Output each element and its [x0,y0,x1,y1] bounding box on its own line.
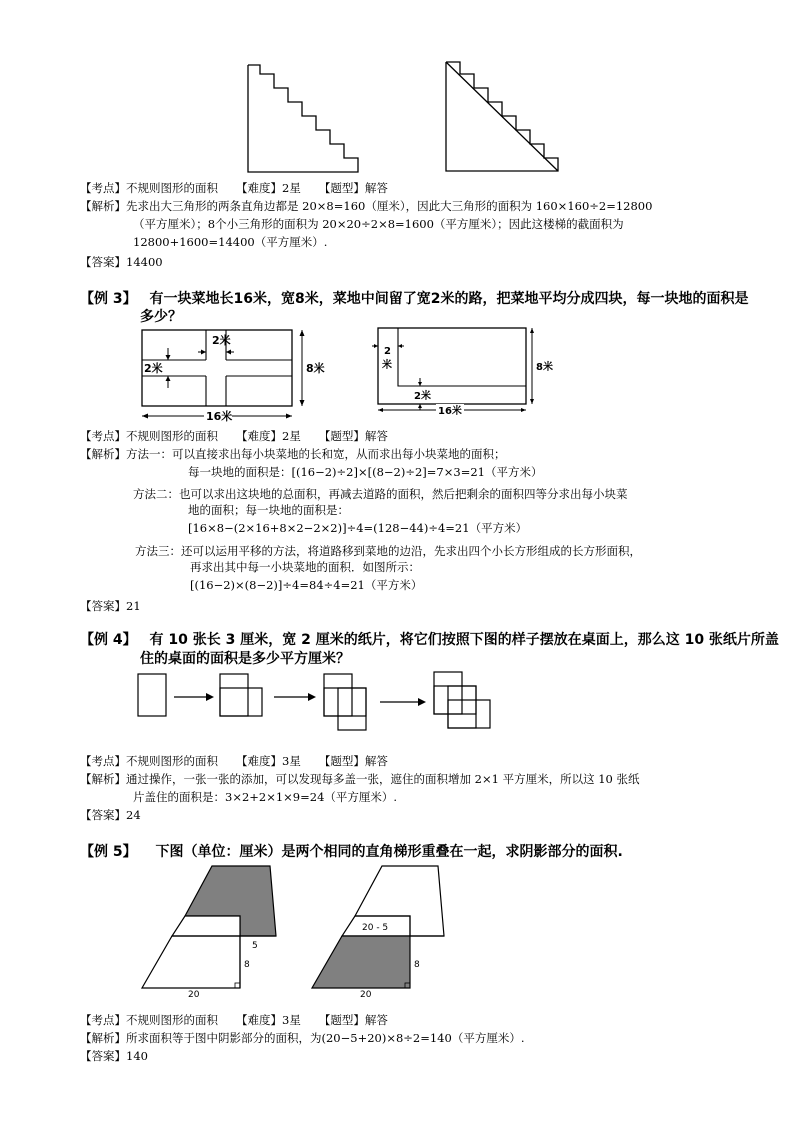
nandu-tag: 【难度】 [236,754,282,768]
kaodian-tag: 【考点】 [80,429,126,443]
nandu-tag: 【难度】 [236,1013,282,1027]
ex3-kaodian-line [80,428,388,444]
analysis-line: 通过操作，一张一张的添加，可以发现每多盖一张，遮住的面积增加 2×1 平方厘米，所以这 10 张纸 [126,772,640,786]
ex5-kaodian-line [80,1012,388,1028]
jiexi-tag: 【解析】 [80,772,126,786]
field-shifted-road-figure [370,326,560,418]
analysis-line: 地的面积；每一块地的面积是： [188,503,349,517]
shift-width-label: 8米 [536,362,553,373]
question-line: 有 10 张长 3 厘米，宽 2 厘米的纸片，将它们按照下图的样子摆放在桌面上，那么这 10 张纸片所盖 [149,632,779,648]
type: 解答 [364,181,388,195]
staircase-figure-right [440,60,580,175]
topic: 不规则图形的面积 [126,181,218,195]
staircase-outline [248,65,358,172]
staircase-figure-left [240,60,380,175]
base-label-20: 20 [188,990,200,1000]
kaodian-tag: 【考点】 [80,181,126,195]
tixing-tag: 【题型】 [318,181,365,195]
jiexi-tag: 【解析】 [80,199,126,213]
difficulty: 3星 [282,1013,301,1027]
ex5-analysis [80,1030,524,1046]
answer: 14400 [126,255,163,269]
answer: 21 [126,599,141,613]
shift-road-label: 2 [384,346,391,357]
shift-road-label: 2米 [414,391,431,402]
analysis-line: 片盖住的面积是：3×2+2×1×9=24（平方厘米）. [133,790,398,804]
nandu-tag: 【难度】 [236,429,282,443]
tixing-tag: 【题型】 [318,429,365,443]
answer: 140 [126,1049,148,1063]
shift-length-label: 16米 [438,406,462,417]
ex5-answer [80,1048,148,1064]
analysis-line: （平方厘米）；8个小三角形的面积为 20×20÷2×8=1600（平方厘米）；因此这楼梯的截面积为 [133,217,624,231]
paper-stacking-figure [134,670,494,746]
kaodian-tag: 【考点】 [80,754,126,768]
shaded-region [312,936,410,988]
answer: 24 [126,808,141,822]
height-label-8: 8 [244,960,250,970]
analysis-line: 方法一：可以直接求出每小块菜地的长和宽，从而求出每小块菜地的面积； [126,447,506,461]
kaodian-tag: 【考点】 [80,1013,126,1027]
ex2-answer [80,254,163,270]
example-label: 【例 4】 [80,632,137,648]
analysis-line: 每一块地的面积是：[(16−2)÷2]×[(8−2)÷2]=7×3=21（平方米） [188,465,543,479]
difficulty: 2星 [282,429,301,443]
road-width-label: 2米 [212,334,231,347]
height-label-8: 8 [414,960,420,970]
field-cross-road-figure [138,330,333,422]
tixing-tag: 【题型】 [318,1013,365,1027]
example-label: 【例 5】 [80,844,137,860]
type: 解答 [364,754,388,768]
analysis-line: 方法二：也可以求出这块地的总面积，再减去道路的面积，然后把剩余的面积四等分求出每小块菜 [133,487,628,501]
question-line: 住的桌面的面积是多少平方厘米？ [140,651,350,667]
trapezoid-overlap-figure-left [140,864,290,999]
analysis-line: 12800+1600=14400（平方厘米）. [133,235,328,249]
ex3-answer [80,598,141,614]
staircase-diagonal [446,62,558,171]
ex3-analysis [80,446,506,462]
ex4-analysis [80,771,640,787]
daan-tag: 【答案】 [80,599,126,613]
trapezoid-overlap-figure-right [310,864,460,999]
difficulty: 2星 [282,181,301,195]
road-width-label: 2米 [144,362,163,375]
topic: 不规则图形的面积 [126,754,218,768]
ex2-analysis [80,198,652,214]
ex4-kaodian-line [80,753,388,769]
length-label-5: 5 [252,941,258,951]
analysis-line: 再求出其中每一小块菜地的面积．如图所示： [190,560,420,574]
tixing-tag: 【题型】 [318,754,365,768]
base-label-20: 20 [360,990,372,1000]
question-line: 有一块菜地长16米，宽8米，菜地中间留了宽2米的路，把菜地平均分成四块，每一块地的面积是 [149,291,749,307]
type: 解答 [364,429,388,443]
top-label: 20 - 5 [362,923,389,933]
shift-road-label: 米 [382,360,392,371]
topic: 不规则图形的面积 [126,1013,218,1027]
topic: 不规则图形的面积 [126,429,218,443]
jiexi-tag: 【解析】 [80,447,126,461]
analysis-line: 所求面积等于图中阴影部分的面积，为(20−5+20)×8÷2=140（平方厘米）. [126,1031,525,1045]
ex4-answer [80,807,141,823]
example-label: 【例 3】 [80,291,137,307]
ex5-question [80,841,623,863]
daan-tag: 【答案】 [80,1049,126,1063]
question-line: 下图（单位：厘米）是两个相同的直角梯形重叠在一起，求阴影部分的面积. [155,844,623,860]
ex2-kaodian-line [80,180,388,196]
analysis-line: [(16−2)×(8−2)]÷4=84÷4=21（平方米） [190,578,423,592]
jiexi-tag: 【解析】 [80,1031,126,1045]
difficulty: 3星 [282,754,301,768]
field-length-label: 16米 [206,410,233,423]
question-line: 多少？ [140,309,182,325]
analysis-line: 方法三：还可以运用平移的方法，将道路移到菜地的边沿，先求出四个小长方形组成的长方形面积， [135,544,641,558]
analysis-line: 先求出大三角形的两条直角边都是 20×8=160（厘米），因此大三角形的面积为 160×160÷2=12800 [126,199,653,213]
field-width-label: 8米 [306,362,325,375]
nandu-tag: 【难度】 [236,181,282,195]
daan-tag: 【答案】 [80,808,126,822]
type: 解答 [364,1013,388,1027]
daan-tag: 【答案】 [80,255,126,269]
analysis-line: [16×8−(2×16+8×2−2×2)]÷4=(128−44)÷4=21（平方米） [188,521,528,535]
